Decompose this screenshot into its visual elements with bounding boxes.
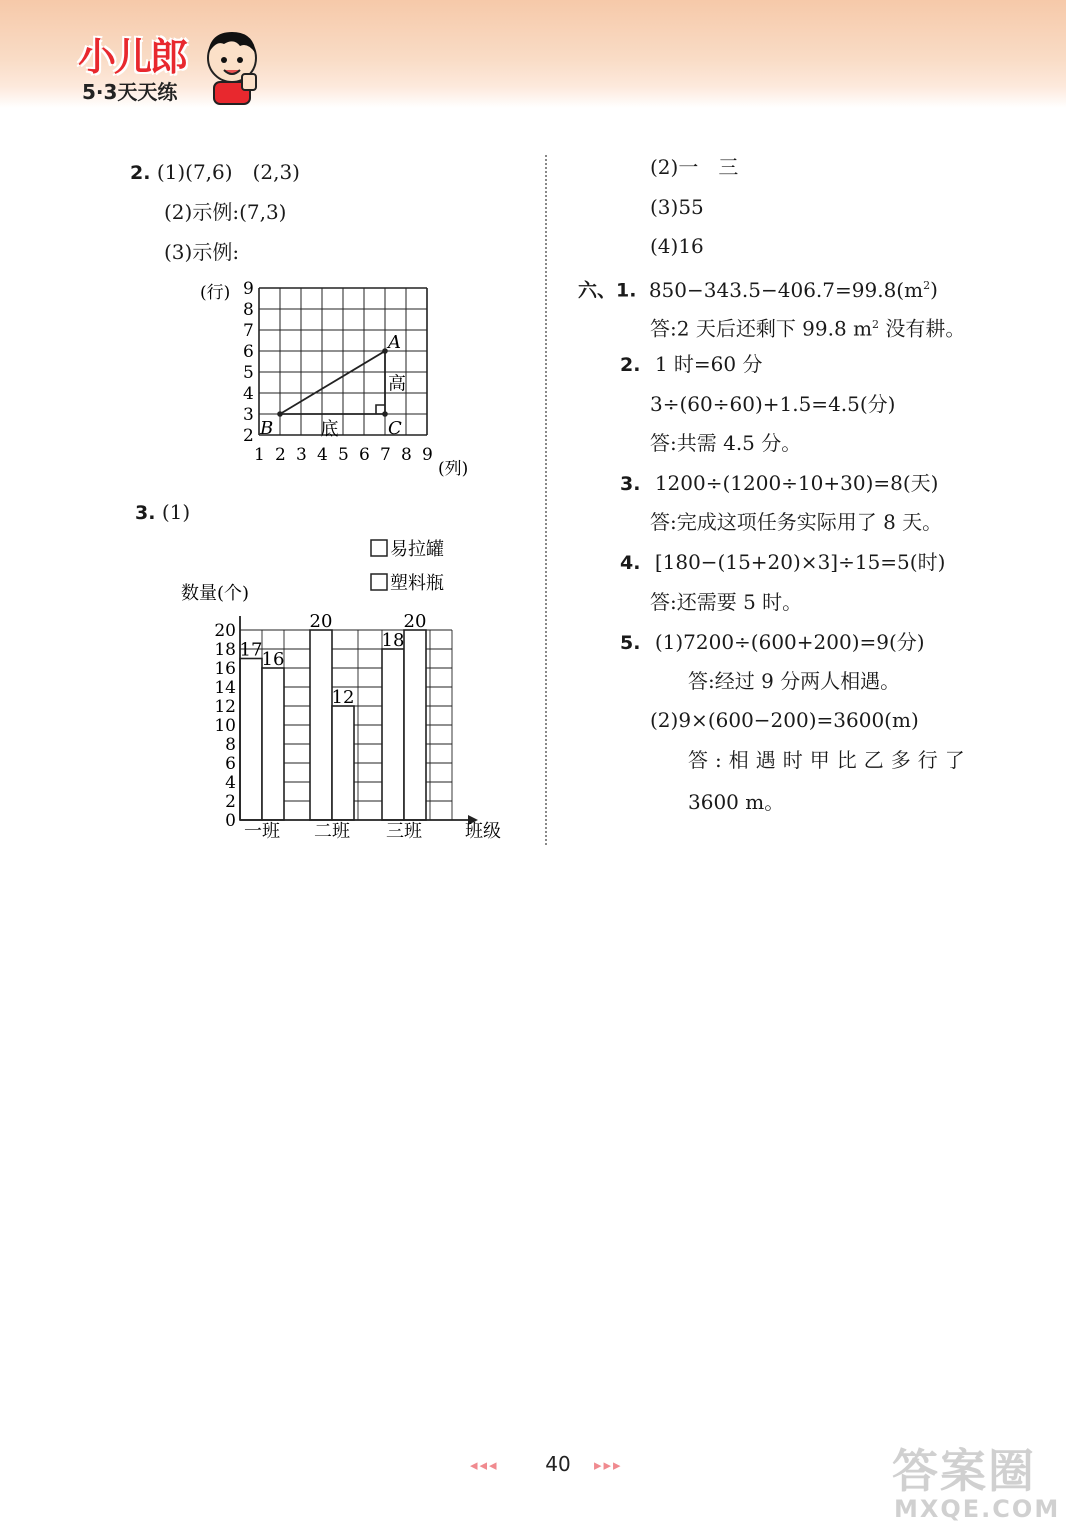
s6-q3-line-2: 答:完成这项任务实际用了 8 天。 xyxy=(650,510,943,534)
s6-q5-line-2: 答:经过 9 分两人相遇。 xyxy=(688,669,901,693)
watermark-url: MXQE.COM xyxy=(894,1495,1061,1523)
question-number: 2. xyxy=(130,162,151,184)
next-arrows-icon: ▸▸▸ xyxy=(594,1456,623,1474)
answer-text: 答:2 天后还剩下 99.8 m xyxy=(650,316,873,341)
brand-logo xyxy=(78,26,268,106)
category-label: 三班 xyxy=(386,821,422,842)
x-tick-labels xyxy=(254,445,433,465)
x-axis-title: 班级 xyxy=(465,821,501,842)
question-number: 5. xyxy=(620,632,641,654)
calc-end: ) xyxy=(930,277,938,302)
y-tick-label: 2 xyxy=(225,792,236,812)
q2-answer-1: (1)(7,6) (2,3) xyxy=(156,160,300,184)
x-tick-label: 7 xyxy=(380,445,391,465)
y-tick-label: 4 xyxy=(243,384,254,404)
question-number: 2. xyxy=(620,354,641,376)
q2-line-3: (3)示例: xyxy=(164,240,240,264)
y-tick-label: 12 xyxy=(214,697,236,717)
question-number: 3. xyxy=(135,502,156,524)
s6-q3-line-1 xyxy=(620,471,938,496)
y-unit-label: (行) xyxy=(200,283,231,303)
point-B-label: B xyxy=(260,418,274,439)
s6-q5-line-4: 答:相遇时甲比乙多行了 xyxy=(688,748,972,772)
s6-q4-line-2: 答:还需要 5 时。 xyxy=(650,590,803,614)
x-tick-label: 9 xyxy=(422,445,433,465)
bar-chart xyxy=(178,530,518,850)
x-tick-label: 1 xyxy=(254,445,265,465)
category-label: 一班 xyxy=(244,821,280,842)
bar xyxy=(382,649,404,820)
header-banner xyxy=(0,0,1066,108)
category-labels xyxy=(244,821,422,842)
superscript: 2 xyxy=(923,279,931,292)
q2-text-a: 1 时=60 分 xyxy=(654,352,763,376)
watermark-logo: 答案圈 xyxy=(892,1444,1036,1498)
y-tick-label: 4 xyxy=(225,773,236,793)
chart-bars xyxy=(240,611,427,820)
y-tick-label: 16 xyxy=(214,659,236,679)
y-tick-label: 9 xyxy=(243,279,254,299)
prev-arrows-icon: ◂◂◂ xyxy=(470,1456,499,1474)
page-number: 40 xyxy=(545,1452,571,1476)
mascot-icon xyxy=(196,26,268,106)
y-tick-label: 2 xyxy=(243,426,254,446)
triangle-lines xyxy=(277,348,388,417)
triangle-side xyxy=(280,351,385,414)
y-tick-label: 10 xyxy=(214,716,236,736)
x-tick-label: 4 xyxy=(317,445,328,465)
y-tick-label: 8 xyxy=(243,300,254,320)
bar-value-label: 18 xyxy=(381,630,405,651)
y-tick-label: 7 xyxy=(243,321,254,341)
point-dot xyxy=(277,411,283,417)
x-tick-label: 6 xyxy=(359,445,370,465)
y-tick-label: 20 xyxy=(214,621,236,641)
y-tick-label: 18 xyxy=(214,640,236,660)
r-line-4: (4)16 xyxy=(650,234,704,258)
bar-value-label: 16 xyxy=(261,649,285,670)
q3-part-1: (1) xyxy=(161,500,191,524)
s6-q1-answer xyxy=(650,313,965,341)
calc-text: 850−343.5−406.7=99.8(m xyxy=(648,277,924,302)
x-tick-label: 3 xyxy=(296,445,307,465)
s6-q1-calc xyxy=(578,274,938,303)
q2-line-1 xyxy=(130,160,300,185)
grid-lines xyxy=(259,288,427,435)
watermark xyxy=(880,1435,1060,1530)
y-tick-label: 5 xyxy=(243,363,254,383)
s6-q5-line-1 xyxy=(620,630,925,655)
y-tick-labels xyxy=(243,279,254,446)
y-tick-labels xyxy=(214,621,236,831)
x-unit-label: (列) xyxy=(438,459,469,479)
superscript: 2 xyxy=(872,318,880,331)
q3-text-a: 1200÷(1200÷10+30)=8(天) xyxy=(654,471,939,495)
point-A-label: A xyxy=(388,332,401,353)
y-tick-label: 6 xyxy=(225,754,236,774)
height-label: 高 xyxy=(388,373,406,395)
r-line-2: (2)一 三 xyxy=(650,155,739,179)
bar-value-label: 20 xyxy=(309,611,333,632)
q3-line-1 xyxy=(135,500,190,525)
point-C-label: C xyxy=(388,418,402,439)
point-dot xyxy=(382,348,388,354)
s6-q2-line-3: 答:共需 4.5 分。 xyxy=(650,431,802,455)
legend-swatch-bottles xyxy=(371,574,387,590)
category-label: 二班 xyxy=(314,821,350,842)
answer-end: 没有耕。 xyxy=(879,316,966,341)
q2-line-2: (2)示例:(7,3) xyxy=(164,200,287,224)
base-label: 底 xyxy=(320,419,339,440)
point-dot xyxy=(382,411,388,417)
coordinate-grid xyxy=(195,278,495,483)
bar xyxy=(262,668,284,820)
bar-value-label: 12 xyxy=(331,687,355,708)
s6-q4-line-1 xyxy=(620,550,945,575)
s6-q5-line-5: 3600 m。 xyxy=(688,790,785,814)
legend-label-bottles: 塑料瓶 xyxy=(390,573,444,594)
y-tick-label: 6 xyxy=(243,342,254,362)
legend-swatch-cans xyxy=(371,540,387,556)
q5-text-a: (1)7200÷(600+200)=9(分) xyxy=(654,630,925,654)
y-tick-label: 8 xyxy=(225,735,236,755)
question-number: 4. xyxy=(620,552,641,574)
y-tick-label: 3 xyxy=(243,405,254,425)
y-axis-title: 数量(个) xyxy=(181,583,250,604)
column-divider xyxy=(545,155,547,845)
bar xyxy=(404,630,426,820)
legend-label-cans: 易拉罐 xyxy=(390,539,444,560)
s6-q2-line-2: 3÷(60÷60)+1.5=4.5(分) xyxy=(650,392,896,416)
x-tick-label: 8 xyxy=(401,445,412,465)
section-number: 六、1. xyxy=(578,279,637,302)
s6-q5-line-3: (2)9×(600−200)=3600(m) xyxy=(650,708,919,732)
brand-series: 5·3天天练 xyxy=(82,80,178,104)
q4-text-a: [180−(15+20)×3]÷15=5(时) xyxy=(654,550,946,574)
brand-title: 小儿郎 xyxy=(78,35,187,79)
bar xyxy=(332,706,354,820)
y-tick-label: 14 xyxy=(214,678,236,698)
bar-value-label: 20 xyxy=(403,611,427,632)
question-number: 3. xyxy=(620,473,641,495)
x-tick-label: 2 xyxy=(275,445,286,465)
r-line-3: (3)55 xyxy=(650,195,704,219)
s6-q2-line-1 xyxy=(620,352,762,377)
bar xyxy=(240,659,262,821)
bar-value-label: 17 xyxy=(239,639,263,661)
y-tick-label: 0 xyxy=(225,811,236,831)
bar xyxy=(310,630,332,820)
chart-legend xyxy=(371,539,444,594)
x-tick-label: 5 xyxy=(338,445,349,465)
